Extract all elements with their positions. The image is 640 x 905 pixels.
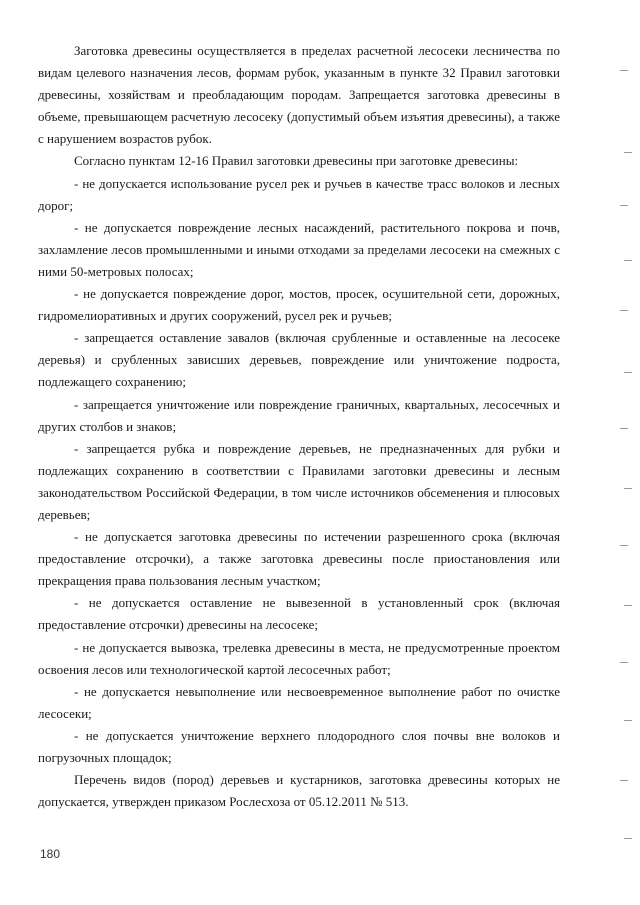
scan-mark bbox=[620, 205, 628, 206]
list-item: - не допускается невыполнение или несвоевременное выполнение работ по очистке лесосеки; bbox=[38, 683, 560, 721]
scan-mark bbox=[624, 152, 632, 153]
list-item: - запрещается оставление завалов (включая срубленные и оставленные на лесосеке деревья) и срубленных зависших деревьев, повреждение или уничтожение подроста, подлежащего сохранению; bbox=[38, 330, 560, 390]
scan-mark bbox=[624, 838, 632, 839]
list-item: - не допускается использование русел рек и ручьев в качестве трасс волоков и лесных дорог; bbox=[38, 175, 560, 213]
scan-mark bbox=[624, 605, 632, 606]
scan-mark bbox=[620, 70, 628, 71]
scan-mark bbox=[624, 260, 632, 261]
paragraph-rules-lead: Согласно пунктам 12-16 Правил заготовки древесины при заготовке древесины: bbox=[74, 153, 519, 169]
list-item: - не допускается повреждение лесных насаждений, растительного покрова и почв, захламление лесов промышленными и иными отходами за пределами лесосеки на смежных с ними 50-метровых полосах; bbox=[38, 219, 560, 279]
list-item: - не допускается оставление не вывезенной в установленный срок (включая предоставление отсрочки) древесины на лесосеке; bbox=[38, 595, 560, 633]
page-number: 180 bbox=[40, 847, 61, 861]
list-item: - не допускается уничтожение верхнего плодородного слоя почвы вне волоков и погрузочных площадок; bbox=[38, 727, 560, 765]
list-item: - не допускается заготовка древесины по истечении разрешенного срока (включая предоставление отсрочки), а также заготовка древесины после приостановления или прекращения права пользования лесным участком; bbox=[38, 529, 560, 589]
list-item: - не допускается повреждение дорог, мостов, просек, осушительной сети, дорожных, гидромелиоративных и других сооружений, русел рек и ручьев; bbox=[38, 286, 560, 324]
list-item: - не допускается вывозка, трелевка древесины в места, не предусмотренные проектом освоения лесов или технологической картой лесосечных работ; bbox=[38, 639, 560, 677]
scan-mark bbox=[624, 488, 632, 489]
scan-mark bbox=[624, 372, 632, 373]
scan-mark bbox=[620, 545, 628, 546]
paragraph-closing: Перечень видов (пород) деревьев и кустарников, заготовка древесины которых не допускается, утвержден приказом Рослесхоза от 05.12.2011 № 513. bbox=[38, 772, 560, 810]
document-body bbox=[38, 40, 560, 813]
scan-mark bbox=[620, 428, 628, 429]
list-item: - запрещается рубка и повреждение деревьев, не предназначенных для рубки и подлежащих сохранению в соответствии с Правилами заготовки древесины и лесным законодательством Российской Федерации, в том числе источников обсеменения и плюсовых деревьев; bbox=[38, 440, 560, 522]
scan-mark bbox=[620, 662, 628, 663]
list-item: - запрещается уничтожение или повреждение граничных, квартальных, лесосечных и других столбов и знаков; bbox=[38, 396, 560, 434]
paragraph-intro: Заготовка древесины осуществляется в пределах расчетной лесосеки лесничества по видам целевого назначения лесов, формам рубок, указанным в пункте 32 Правил заготовки древесины, хозяйствам и преобладающим породам. Запрещается заготовка древесины в объеме, превышающем расчетную лесосеку (допустимый объем изъятия древесины), а также с нарушением возрастов рубок. bbox=[38, 43, 560, 147]
scan-mark bbox=[624, 720, 632, 721]
scan-mark bbox=[620, 310, 628, 311]
scan-mark bbox=[620, 780, 628, 781]
